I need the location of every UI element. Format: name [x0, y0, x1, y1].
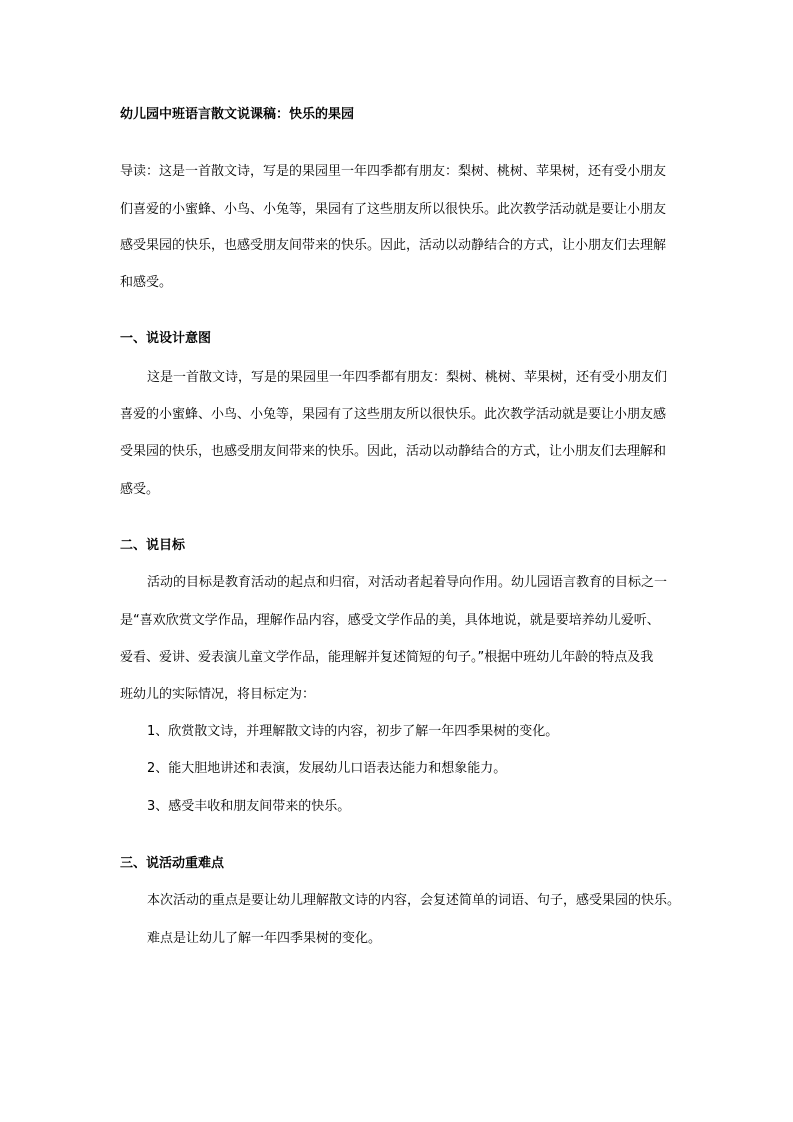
paragraph-line: 喜爱的小蜜蜂、小鸟、小兔等，果园有了这些朋友所以很快乐。此次教学活动就是要让小朋友感 — [120, 407, 667, 422]
paragraph-line: 感受。 — [120, 482, 160, 497]
paragraph-line: 本次活动的重点是要让幼儿理解散文诗的内容，会复述简单的词语、句子，感受果园的快乐。 — [147, 893, 681, 908]
goal-item: 1、欣赏散文诗，并理解散文诗的内容，初步了解一年四季果树的变化。 — [147, 724, 559, 739]
paragraph-line: 这是一首散文诗，写是的果园里一年四季都有朋友：梨树、桃树、苹果树，还有受小朋友们 — [147, 370, 668, 385]
paragraph-line: 难点是让幼儿了解一年四季果树的变化。 — [147, 931, 382, 946]
paragraph-line: 是“喜欢欣赏文学作品，理解作品内容，感受文学作品的美，具体地说，就是要培养幼儿爱听、 — [120, 613, 660, 628]
intro-line: 感受果园的快乐，也感受朋友间带来的快乐。因此，活动以动静结合的方式，让小朋友们去理解 — [120, 238, 667, 253]
section-heading-goals: 二、说目标 — [120, 538, 186, 553]
document-title: 幼儿园中班语言散文说课稿：快乐的果园 — [120, 107, 355, 122]
goal-item: 2、能大胆地讲述和表演，发展幼儿口语表达能力和想象能力。 — [147, 761, 507, 776]
paragraph-line: 班幼儿的实际情况，将目标定为： — [120, 687, 316, 702]
paragraph-line: 活动的目标是教育活动的起点和归宿，对活动者起着导向作用。幼儿园语言教育的目标之一 — [147, 575, 668, 590]
section-heading-design: 一、说设计意图 — [120, 331, 212, 346]
intro-line: 和感受。 — [120, 275, 173, 290]
goal-item: 3、感受丰收和朋友间带来的快乐。 — [147, 799, 351, 814]
paragraph-line: 爱看、爱讲、爱表演儿童文学作品，能理解并复述简短的句子。”根据中班幼儿年龄的特点及我 — [120, 650, 654, 665]
section-heading-key-points: 三、说活动重难点 — [120, 856, 225, 871]
paragraph-line: 受果园的快乐，也感受朋友间带来的快乐。因此，活动以动静结合的方式，让小朋友们去理解和 — [120, 444, 667, 459]
intro-line: 导读：这是一首散文诗，写是的果园里一年四季都有朋友：梨树、桃树、苹果树，还有受小朋友 — [120, 164, 667, 179]
intro-line: 们喜爱的小蜜蜂、小鸟、小兔等，果园有了这些朋友所以很快乐。此次教学活动就是要让小朋友 — [120, 202, 667, 217]
